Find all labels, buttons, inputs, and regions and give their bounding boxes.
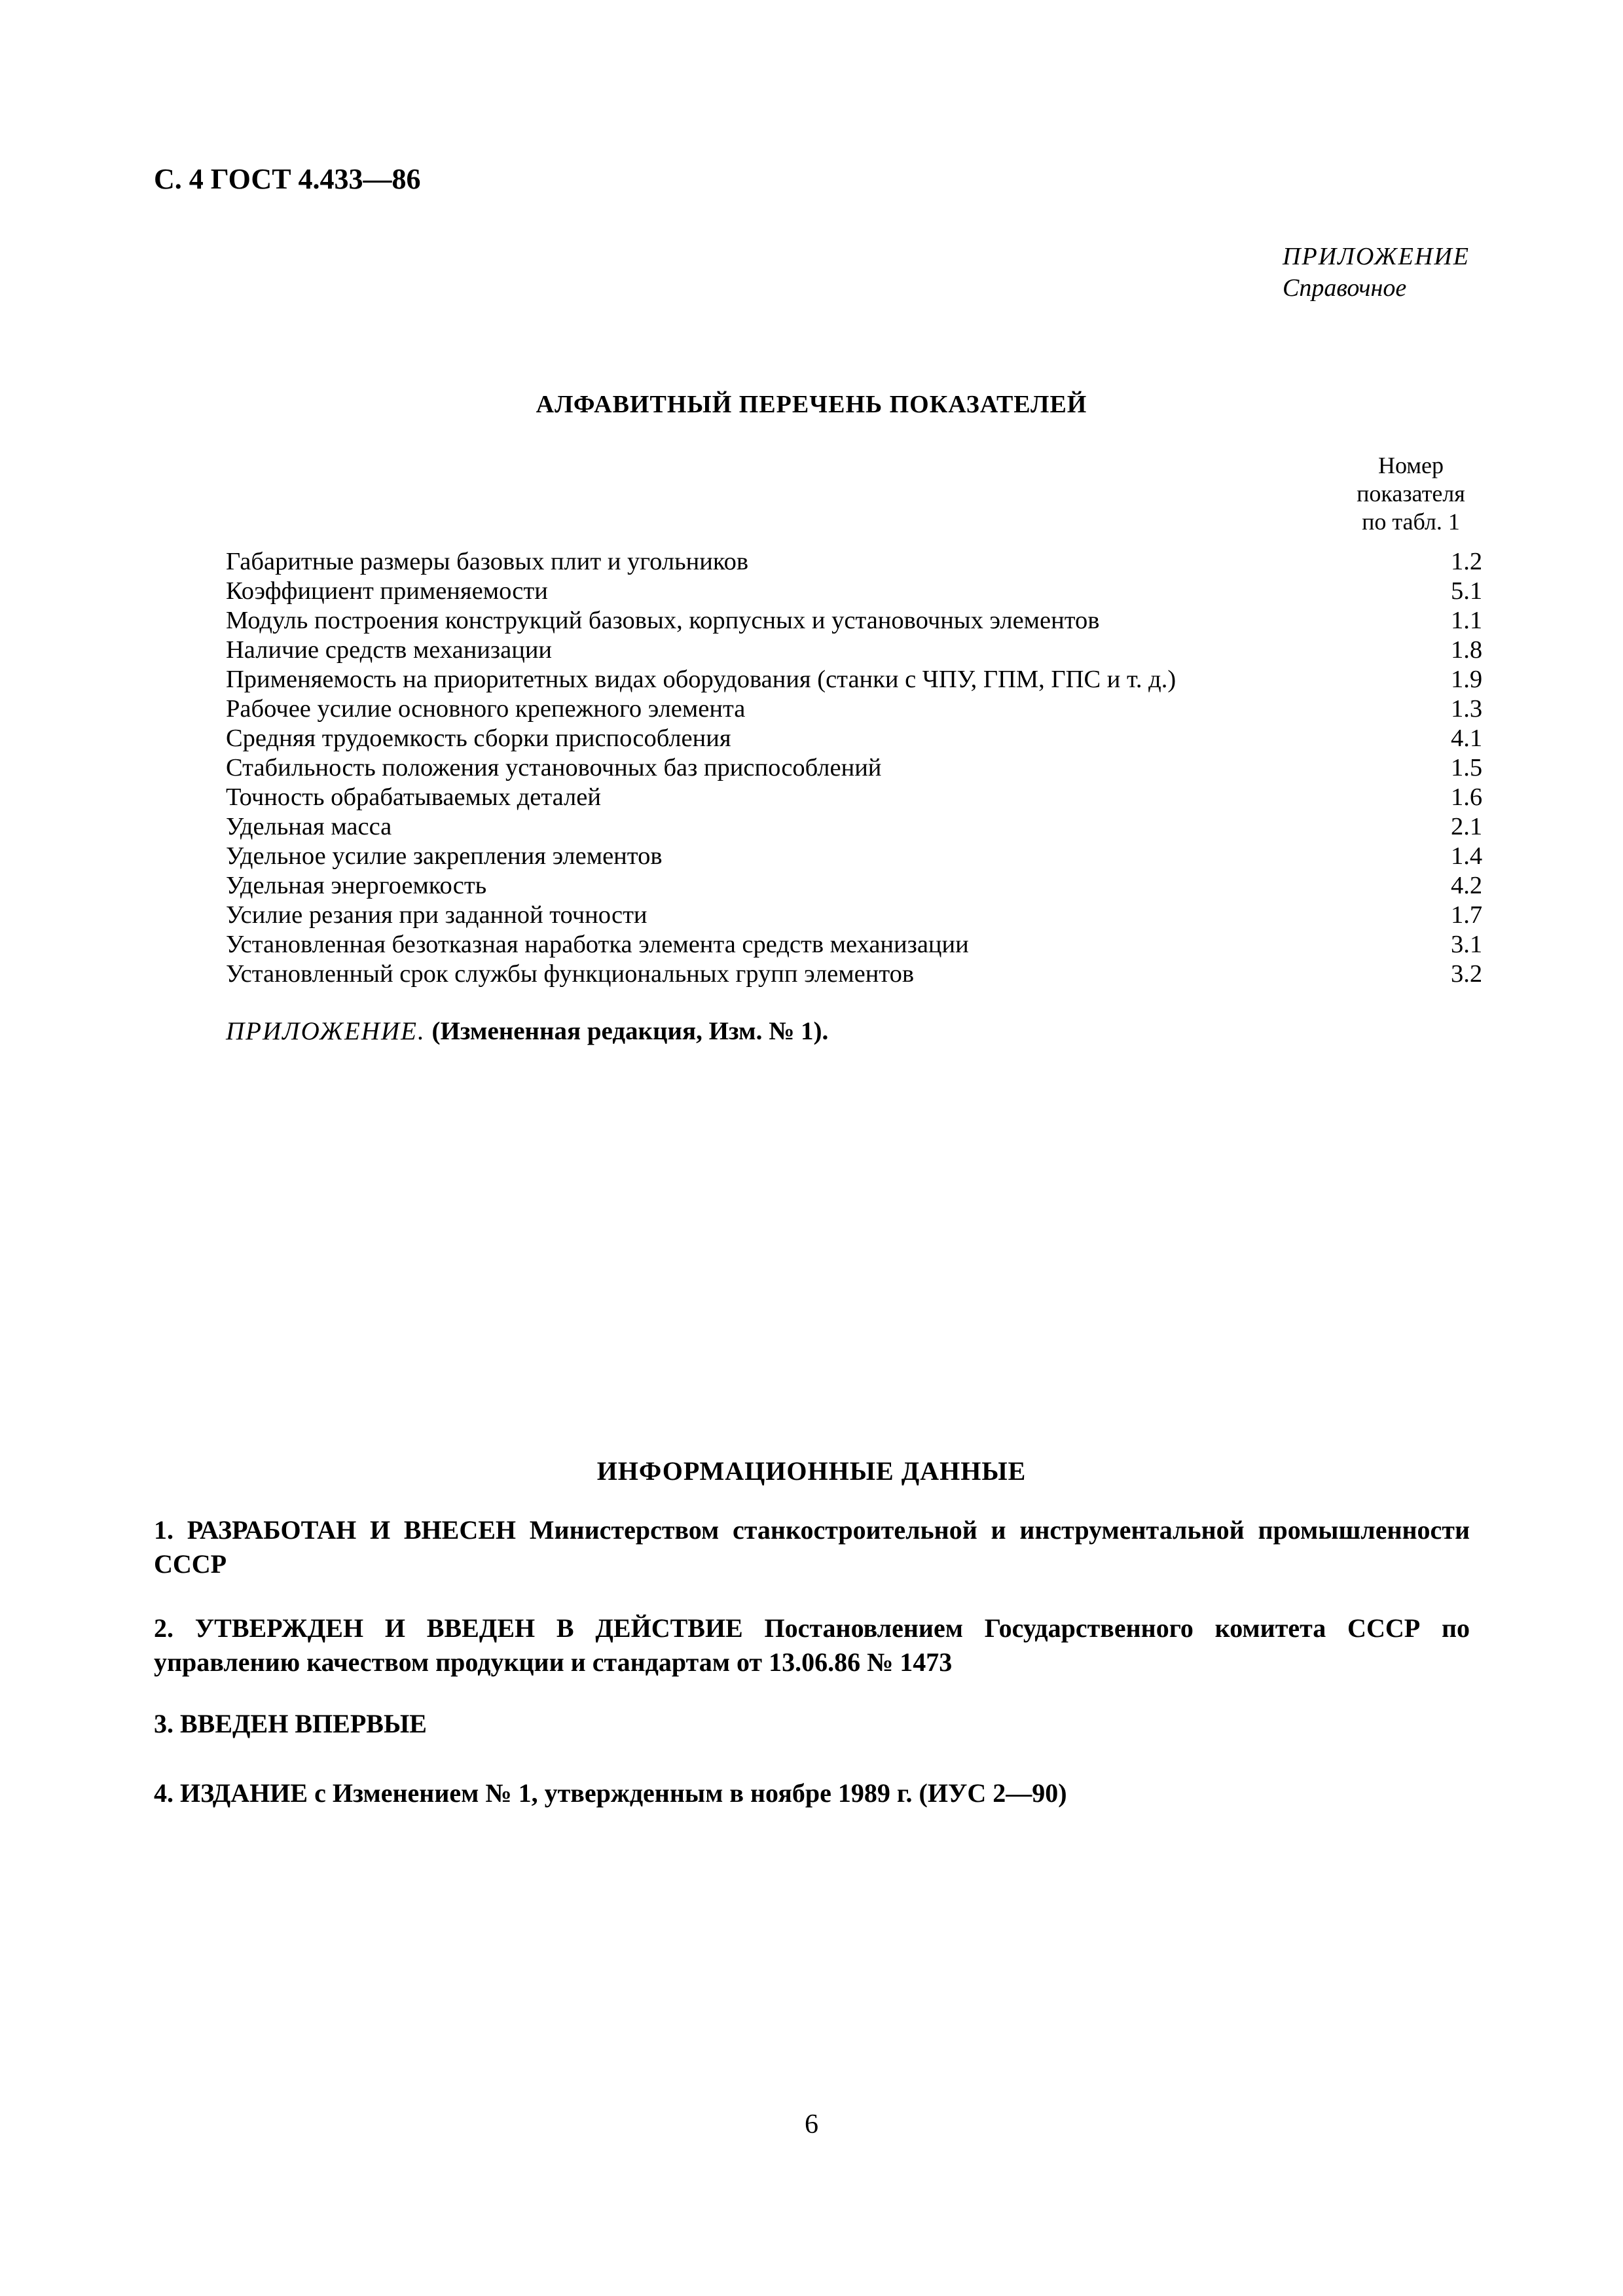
- indicator-name: Удельное усилие закрепления элементов: [226, 842, 663, 870]
- indicator-name: Установленная безотказная наработка элемента средств механизации: [226, 931, 969, 958]
- indicator-name: Габаритные размеры базовых плит и угольников: [226, 548, 749, 575]
- column-header-line: Номер: [1377, 452, 1444, 478]
- indicator-row: [226, 724, 1496, 753]
- indicator-name: Коэффициент применяемости: [226, 577, 548, 605]
- indicator-number: 1.8: [1450, 636, 1483, 664]
- indicator-row: [226, 871, 1496, 901]
- appendix-label: [1283, 241, 1470, 304]
- appendix-title: ПРИЛОЖЕНИЕ: [1283, 243, 1470, 270]
- indicator-row: [226, 783, 1496, 812]
- indicator-number: 3.2: [1450, 960, 1483, 988]
- appendix-note: [226, 1016, 828, 1046]
- indicator-number: 1.9: [1450, 666, 1483, 693]
- column-header-line: показателя: [1357, 480, 1465, 507]
- indicator-number: 1.5: [1450, 754, 1483, 781]
- indicator-number: 5.1: [1450, 577, 1483, 605]
- indicator-name: Наличие средств механизации: [226, 636, 553, 664]
- indicator-name: Рабочее усилие основного крепежного элемента: [226, 695, 746, 723]
- indicator-name: Стабильность положения установочных баз приспособлений: [226, 754, 882, 781]
- indicator-name: Средняя трудоемкость сборки приспособления: [226, 725, 731, 752]
- indicator-number: 3.1: [1450, 931, 1483, 958]
- indicator-name: Усилие резания при заданной точности: [226, 901, 647, 929]
- indicator-number: 4.2: [1450, 872, 1483, 899]
- indicator-name: Модуль построения конструкций базовых, корпусных и установочных элементов: [226, 607, 1100, 634]
- indicator-name: Удельная энергоемкость: [226, 872, 487, 899]
- indicator-row: [226, 930, 1496, 960]
- indicator-row: [226, 901, 1496, 930]
- indicator-number: 1.4: [1450, 842, 1483, 870]
- indicator-row: [226, 842, 1496, 871]
- appendix-note-label: ПРИЛОЖЕНИЕ.: [226, 1017, 426, 1045]
- column-header-line: по табл. 1: [1362, 509, 1460, 535]
- indicator-number: 1.6: [1450, 783, 1483, 811]
- indicator-row: [226, 606, 1496, 636]
- indicator-row: [226, 636, 1496, 665]
- indicator-name: Удельная масса: [226, 813, 392, 840]
- indicator-row: [226, 577, 1496, 606]
- info-item: 2. УТВЕРЖДЕН И ВВЕДЕН В ДЕЙСТВИЕ Постановлением Государственного комитета СССР по управлению качеством продукции и стандартам от 13.06.86 № 1473: [154, 1613, 1470, 1677]
- column-header: [1313, 452, 1509, 536]
- indicator-number: 4.1: [1450, 725, 1483, 752]
- info-item: 3. ВВЕДЕН ВПЕРВЫЕ: [154, 1709, 427, 1738]
- info-item: 4. ИЗДАНИЕ с Изменением № 1, утвержденным в ноябре 1989 г. (ИУС 2—90): [154, 1778, 1067, 1808]
- indicator-name: Применяемость на приоритетных видах оборудования (станки с ЧПУ, ГПМ, ГПС и т. д.): [226, 666, 1176, 693]
- info-item: 1. РАЗРАБОТАН И ВНЕСЕН Министерством станкостроительной и инструментальной промышленности СССР: [154, 1515, 1470, 1579]
- appendix-subtitle: Справочное: [1283, 274, 1407, 302]
- indicator-row: [226, 694, 1496, 724]
- indicator-number: 1.2: [1450, 548, 1483, 575]
- indicator-list: [226, 547, 1496, 989]
- indicator-row: [226, 812, 1496, 842]
- indicator-number: 2.1: [1450, 813, 1483, 840]
- info-title: ИНФОРМАЦИОННЫЕ ДАННЫЕ: [596, 1456, 1027, 1486]
- indicator-name: Установленный срок службы функциональных групп элементов: [226, 960, 915, 988]
- page-header: С. 4 ГОСТ 4.433—86: [154, 163, 421, 195]
- appendix-note-text: (Измененная редакция, Изм. № 1).: [431, 1017, 829, 1045]
- indicator-row: [226, 665, 1496, 694]
- indicator-number: 1.7: [1450, 901, 1483, 929]
- page-number: 6: [805, 2109, 818, 2140]
- indicator-row: [226, 547, 1496, 577]
- indicator-name: Точность обрабатываемых деталей: [226, 783, 601, 811]
- indicator-row: [226, 960, 1496, 989]
- indicator-number: 1.3: [1450, 695, 1483, 723]
- indicator-list-title: АЛФАВИТНЫЙ ПЕРЕЧЕНЬ ПОКАЗАТЕЛЕЙ: [536, 391, 1087, 418]
- indicator-row: [226, 753, 1496, 783]
- indicator-number: 1.1: [1450, 607, 1483, 634]
